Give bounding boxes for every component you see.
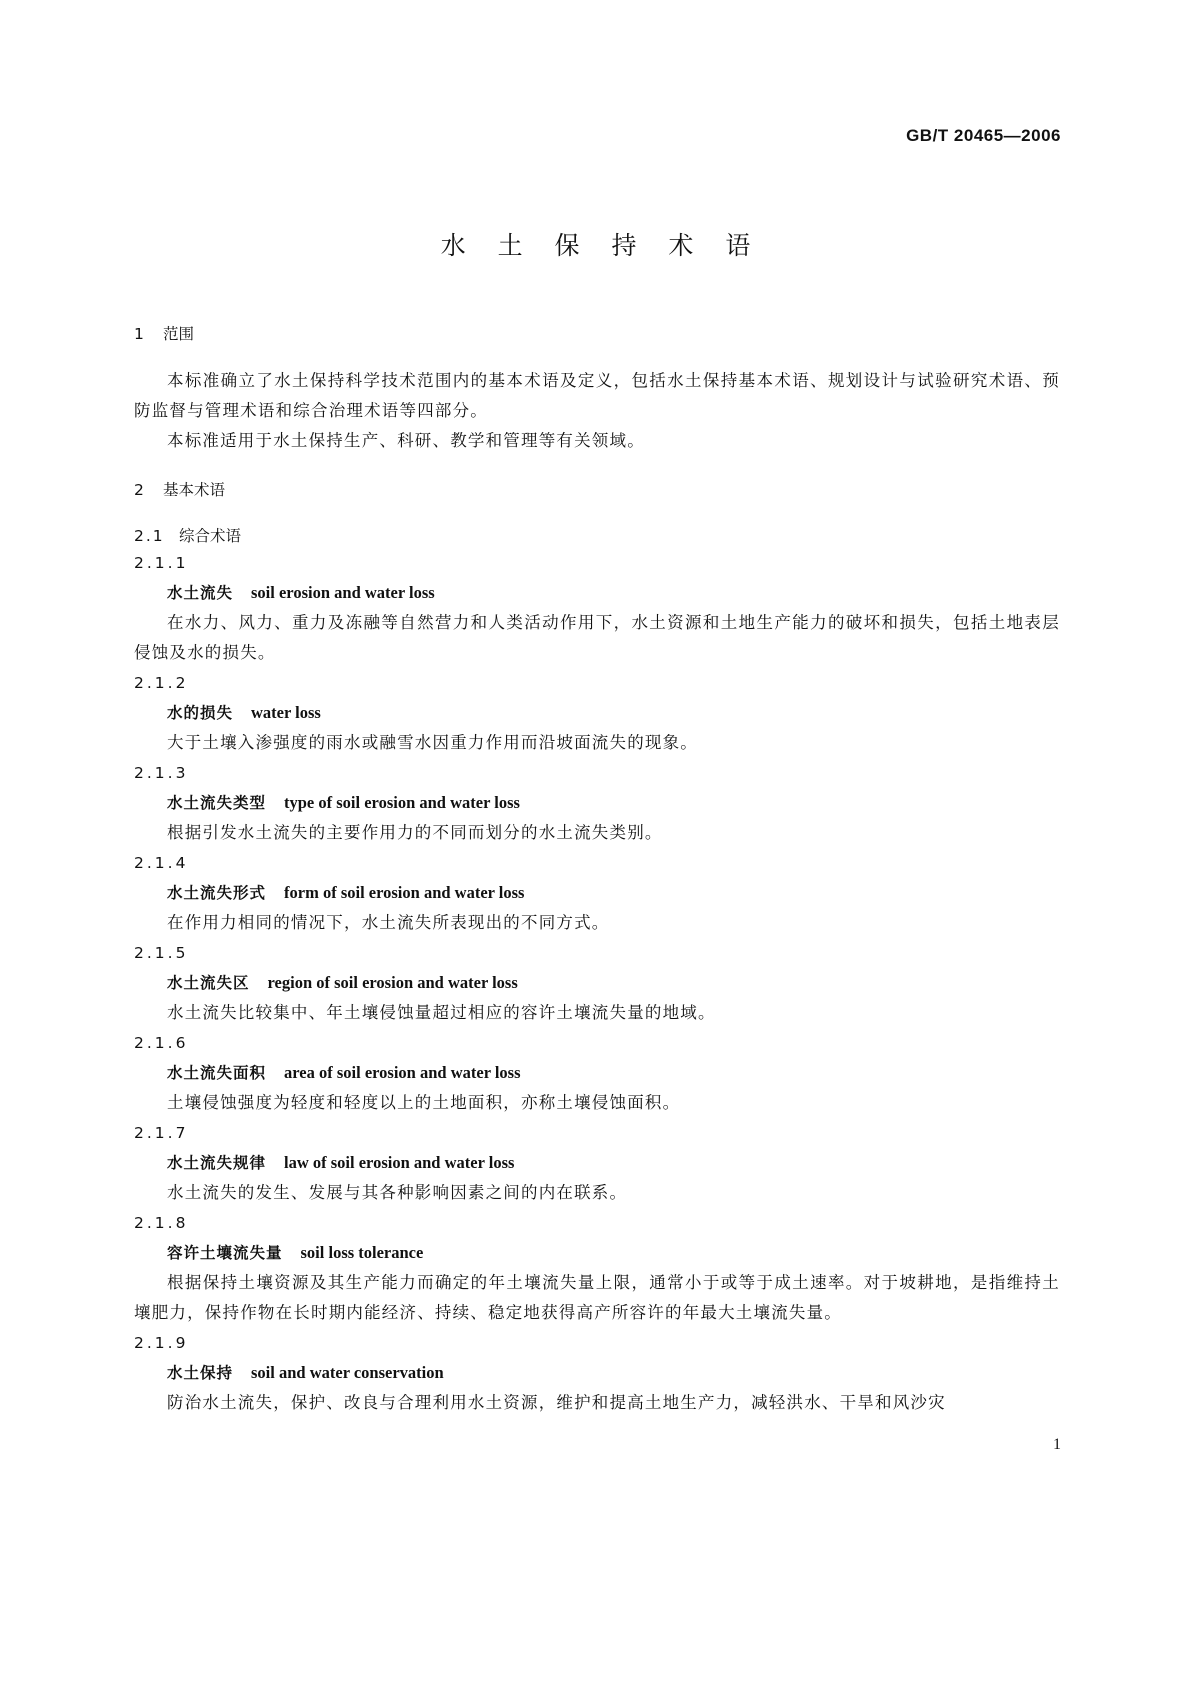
term-number: 2.1.2 [134,674,189,692]
term-heading [134,968,1060,998]
term-definition: 水土流失的发生、发展与其各种影响因素之间的内在联系。 [167,1183,628,1202]
term-chinese: 水土流失面积 [167,1064,267,1082]
document-body [134,322,1060,1418]
term-heading [134,1358,1060,1388]
term-chinese: 容许土壤流失量 [167,1244,283,1262]
section-number: 1 [134,325,144,343]
section-1-heading [134,322,1060,346]
section-title: 基本术语 [163,481,226,499]
section-1-paragraph: 本标准确立了水土保持科学技术范围内的基本术语及定义，包括水土保持基本术语、规划设计与试验研究术语、预防监督与管理术语和综合治理术语等四部分。 [134,371,1060,420]
term-heading [134,1148,1060,1178]
term-chinese: 水土流失规律 [167,1154,267,1172]
term-number: 2.1.9 [134,1334,189,1352]
term-english: area of soil erosion and water loss [284,1063,521,1082]
term-number: 2.1.5 [134,944,189,962]
term-english: law of soil erosion and water loss [284,1153,515,1172]
term-english: soil erosion and water loss [251,583,435,602]
term-chinese: 水土流失形式 [167,884,267,902]
term-english: soil and water conservation [251,1363,444,1382]
standard-code: GB/T 20465—2006 [906,126,1061,145]
term-heading [134,578,1060,608]
term-chinese: 水的损失 [167,704,234,722]
term-heading [134,878,1060,908]
page-number: 1 [1053,1436,1061,1453]
term-english: region of soil erosion and water loss [267,973,518,992]
subsection-2-1-heading [134,524,1060,548]
term-number: 2.1.4 [134,854,189,872]
term-list [134,548,1060,1418]
term-number: 2.1.7 [134,1124,189,1142]
term-english: form of soil erosion and water loss [284,883,525,902]
term-english: water loss [251,703,321,722]
subsection-number: 2.1 [134,527,165,545]
term-heading [134,1238,1060,1268]
term-number: 2.1.3 [134,764,189,782]
term-chinese: 水土流失区 [167,974,250,992]
section-number: 2 [134,481,144,499]
term-definition: 在水力、风力、重力及冻融等自然营力和人类活动作用下，水土资源和土地生产能力的破坏和损失，包括土地表层侵蚀及水的损失。 [134,613,1060,662]
document-title: 水 土 保 持 术 语 [440,231,763,260]
term-number: 2.1.6 [134,1034,189,1052]
term-chinese: 水土流失 [167,584,234,602]
term-english: soil loss tolerance [300,1243,424,1262]
term-definition: 根据引发水土流失的主要作用力的不同而划分的水土流失类别。 [167,823,663,842]
term-heading [134,698,1060,728]
term-definition: 根据保持土壤资源及其生产能力而确定的年土壤流失量上限，通常小于或等于成土速率。对于坡耕地，是指维持土壤肥力，保持作物在长时期内能经济、持续、稳定地获得高产所容许的年最大土壤流失量。 [134,1273,1060,1322]
subsection-title: 综合术语 [179,527,242,545]
term-definition: 土壤侵蚀强度为轻度和轻度以上的土地面积，亦称土壤侵蚀面积。 [167,1093,681,1112]
term-definition: 防治水土流失，保护、改良与合理利用水土资源，维护和提高土地生产力，减轻洪水、干旱和风沙灾 [167,1393,946,1412]
term-chinese: 水土保持 [167,1364,234,1382]
term-definition: 大于土壤入渗强度的雨水或融雪水因重力作用而沿坡面流失的现象。 [167,733,698,752]
term-heading [134,788,1060,818]
term-number: 2.1.8 [134,1214,189,1232]
term-number: 2.1.1 [134,554,189,572]
term-definition: 水土流失比较集中、年土壤侵蚀量超过相应的容许土壤流失量的地域。 [167,1003,716,1022]
term-chinese: 水土流失类型 [167,794,267,812]
section-title: 范围 [163,325,195,343]
section-1-paragraph: 本标准适用于水土保持生产、科研、教学和管理等有关领域。 [167,431,645,450]
term-definition: 在作用力相同的情况下，水土流失所表现出的不同方式。 [167,913,610,932]
term-heading [134,1058,1060,1088]
section-2-heading [134,478,1060,502]
term-english: type of soil erosion and water loss [284,793,520,812]
